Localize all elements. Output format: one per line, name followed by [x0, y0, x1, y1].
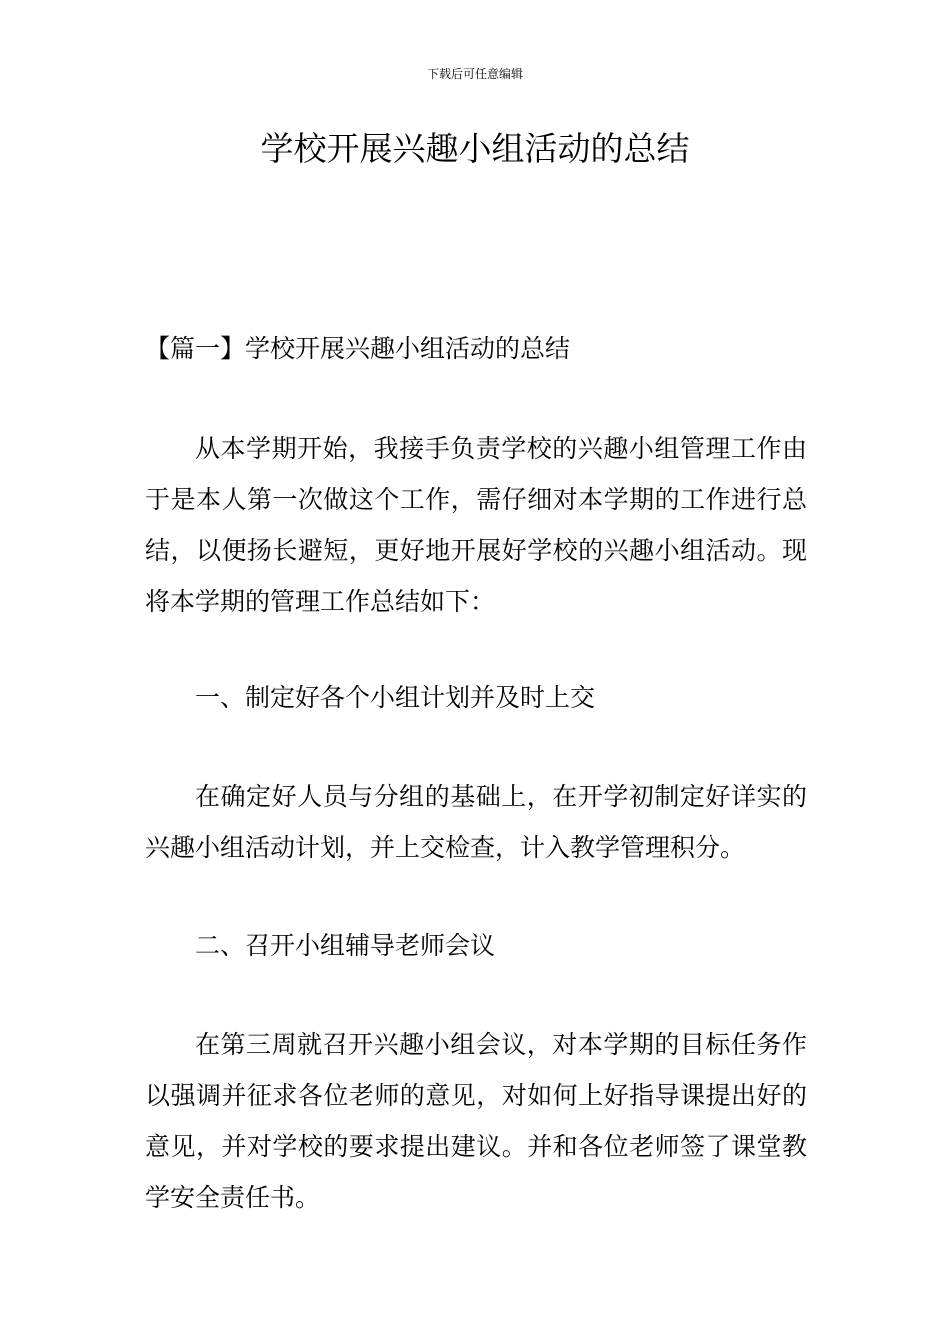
header-note: 下载后可任意编辑 [426, 67, 523, 81]
paragraph-meeting-details: 在第三周就召开兴趣小组会议，对本学期的目标任务作以强调并征求各位老师的意见，对如何上好指导课提出好的意见，并对学校的要求提出建议。并和各位老师签了课堂教学安全责任书。 [145, 1030, 807, 1212]
document-title: 学校开展兴趣小组活动的总结 [260, 129, 690, 168]
section-title: 【篇一】学校开展兴趣小组活动的总结 [145, 334, 571, 363]
heading-plan-submission: 一、制定好各个小组计划并及时上交 [195, 683, 596, 712]
paragraph-plan-details: 在确定好人员与分组的基础上，在开学初制定好详实的兴趣小组活动计划，并上交检查，计入教学管理积分。 [145, 782, 807, 862]
paragraph-intro: 从本学期开始，我接手负责学校的兴趣小组管理工作由于是本人第一次做这个工作，需仔细对本学期的工作进行总结，以便扬长避短，更好地开展好学校的兴趣小组活动。现将本学期的管理工作总结如下： [145, 434, 807, 616]
heading-teacher-meeting: 二、召开小组辅导老师会议 [195, 931, 496, 960]
